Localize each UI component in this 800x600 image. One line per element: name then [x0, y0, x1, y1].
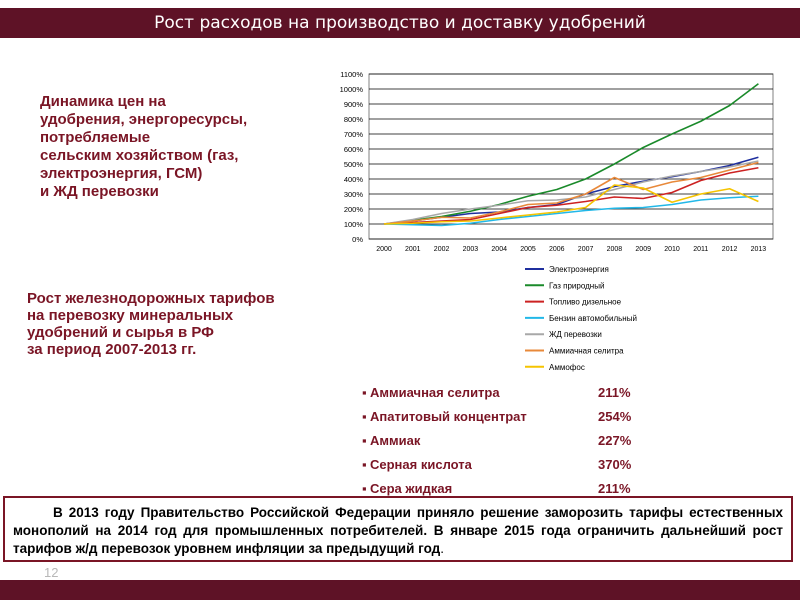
x-tick-label: 2005: [520, 246, 536, 253]
heading-line: удобрений и сырья в РФ: [27, 324, 214, 341]
list-item: [362, 431, 662, 455]
legend-label: Электроэнергия: [549, 265, 609, 274]
page-number: 12: [44, 565, 59, 580]
tariff-value: 211%: [598, 385, 631, 400]
x-tick-label: 2009: [635, 246, 651, 253]
heading-line: Рост железнодорожных тарифов: [27, 290, 275, 307]
slide-title: Рост расходов на производство и доставку удобрений: [154, 13, 646, 33]
legend-label: ЖД перевозки: [549, 330, 602, 340]
list-item: [362, 383, 662, 407]
note-end: .: [440, 541, 444, 556]
y-tick-label: 500%: [343, 160, 363, 169]
x-tick-label: 2011: [693, 246, 709, 253]
y-tick-label: 1000%: [339, 85, 363, 94]
rail-tariffs-list: [362, 383, 662, 503]
x-tick-label: 2012: [721, 246, 738, 253]
y-tick-label: 200%: [343, 205, 363, 214]
x-tick-label: 2000: [376, 246, 392, 253]
heading-line: и ЖД перевозки: [40, 183, 159, 200]
tariff-value: 254%: [598, 409, 632, 424]
tariff-name: Сера жидкая: [370, 481, 453, 496]
x-tick-label: 2004: [491, 246, 507, 253]
x-tick-label: 2007: [577, 246, 594, 253]
y-tick-label: 1100%: [340, 70, 363, 79]
heading-line: на перевозку минеральных: [27, 307, 234, 324]
rail-tariffs-heading: [27, 290, 347, 358]
tariff-name: Аммиак: [370, 433, 421, 448]
x-tick-label: 2013: [750, 246, 767, 253]
tariff-name: Серная кислота: [370, 457, 472, 472]
bullet-icon: ▪: [362, 385, 367, 400]
y-tick-label: 900%: [343, 100, 363, 109]
legend-label: Газ природный: [549, 281, 605, 291]
heading-line: потребляемые: [40, 129, 151, 146]
bullet-icon: ▪: [362, 457, 367, 472]
heading-line: Динамика цен на: [40, 93, 166, 110]
legend-label: Аммиачная селитра: [549, 346, 624, 356]
y-tick-label: 100%: [343, 220, 363, 229]
tariff-name: Апатитовый концентрат: [370, 409, 527, 424]
plot-area: [369, 74, 773, 239]
x-tick-label: 2002: [433, 246, 450, 253]
bullet-icon: ▪: [362, 481, 367, 496]
legend-label: Топливо дизельное: [549, 297, 622, 307]
y-tick-label: 600%: [343, 145, 363, 154]
tariff-value: 227%: [598, 433, 632, 448]
heading-line: электроэнергия, ГСМ): [40, 165, 203, 182]
tariff-value: 370%: [598, 457, 632, 472]
x-tick-label: 2001: [405, 246, 421, 253]
note-text: В 2013 году Правительство Российской Федерации приняло решение заморозить тарифы естественных монополий на 2014 год для промышленных потребителей. В январе 2015 года ограничить дальнейший рост тарифов ж/д перевозок уровнем инфляции за предыдущий год: [13, 505, 783, 556]
bullet-icon: ▪: [362, 409, 367, 424]
tariff-name: Аммиачная селитра: [370, 385, 500, 400]
y-tick-label: 400%: [343, 175, 363, 184]
x-tick-label: 2010: [664, 246, 680, 253]
tariff-freeze-note: [3, 496, 793, 562]
heading-line: удобрения, энергоресурсы,: [40, 111, 248, 128]
y-tick-label: 800%: [343, 115, 363, 124]
heading-line: за период 2007-2013 гг.: [27, 341, 197, 358]
x-tick-label: 2008: [606, 246, 623, 253]
bullet-icon: ▪: [362, 433, 367, 448]
x-tick-label: 2003: [462, 246, 479, 253]
slide-footer-bar: [0, 580, 800, 600]
legend-label: Бензин автомобильный: [549, 313, 637, 323]
heading-line: сельским хозяйством (газ,: [40, 147, 239, 164]
x-tick-label: 2006: [549, 246, 565, 253]
tariff-value: 211%: [598, 481, 631, 496]
y-tick-label: 700%: [343, 130, 363, 139]
y-tick-label: 300%: [343, 190, 363, 199]
list-item: [362, 407, 662, 431]
y-tick-label: 0%: [352, 235, 363, 244]
list-item: [362, 455, 662, 479]
legend-label: Аммофос: [549, 362, 585, 372]
